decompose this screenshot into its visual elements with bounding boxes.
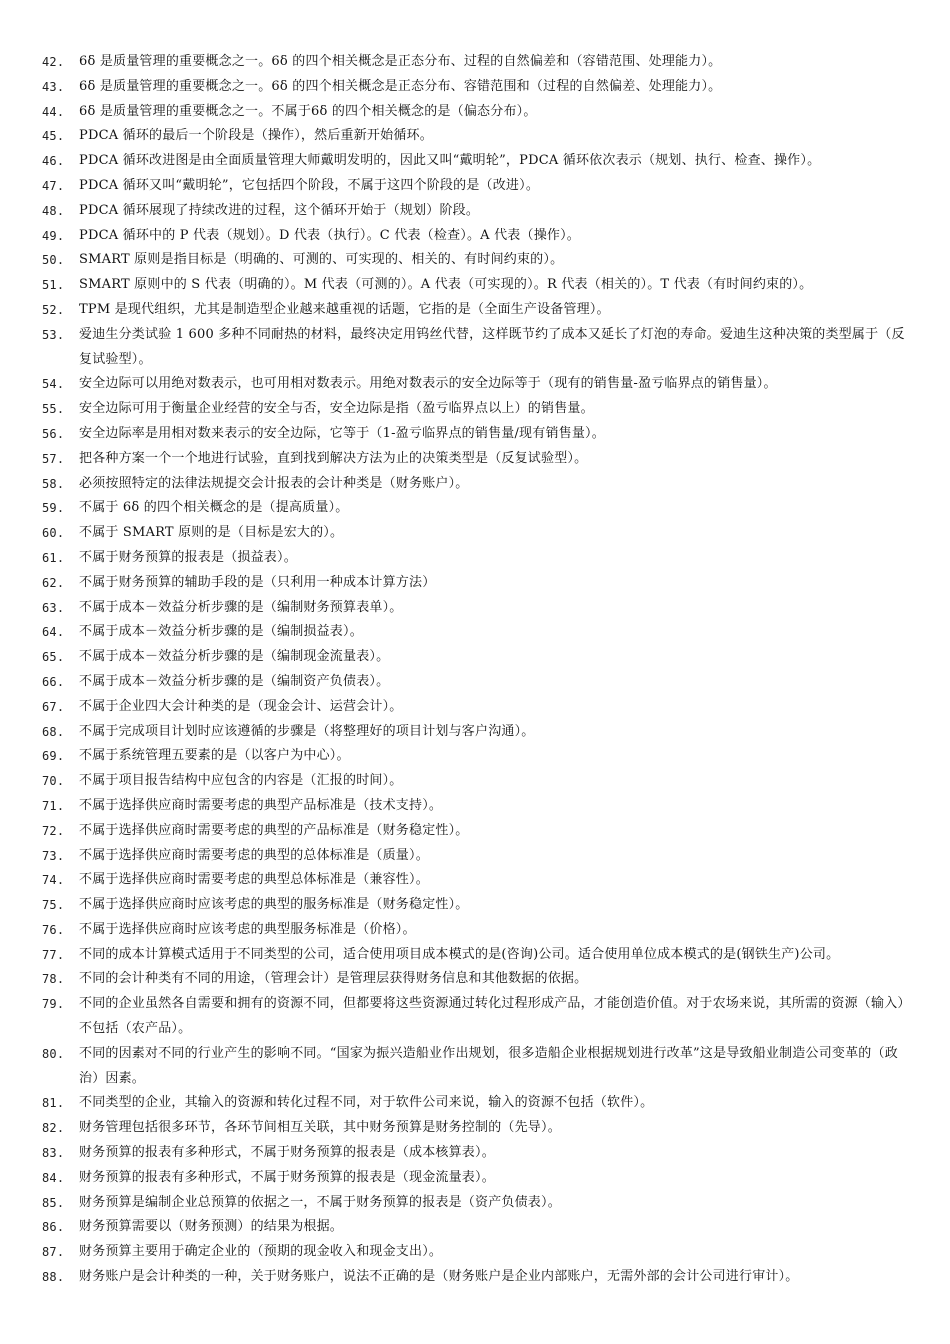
item-number: 83. xyxy=(42,1146,65,1161)
list-item xyxy=(42,472,908,497)
list-item xyxy=(42,323,908,373)
item-text: 不属于成本－效益分析步骤的是（编制现金流量表）。 xyxy=(79,649,390,665)
list-item xyxy=(42,397,908,422)
list-item xyxy=(42,1042,908,1092)
item-number: 88. xyxy=(42,1270,65,1285)
item-number: 59. xyxy=(42,501,65,516)
item-number: 53. xyxy=(42,327,65,342)
item-text: 安全边际可用于衡量企业经营的安全与否，安全边际是指（盈亏临界点以上）的销售量。 xyxy=(79,401,594,417)
item-text: 财务账户是会计种类的一种，关于财务账户，说法不正确的是（财务账户是企业内部账户，无需外部的会计公司进行审计）。 xyxy=(79,1269,799,1285)
item-number: 72. xyxy=(42,823,65,838)
item-text: 财务管理包括很多环节，各环节间相互关联，其中财务预算是财务控制的（先导）。 xyxy=(79,1120,561,1136)
item-text: 6δ 是质量管理的重要概念之一。6δ 的四个相关概念是正态分布、过程的自然偏差和（容错范围、处理能力）。 xyxy=(79,54,722,69)
item-number: 54. xyxy=(42,377,65,392)
item-text: 不属于项目报告结构中应包含的内容是（汇报的时间）。 xyxy=(79,773,403,789)
item-text: 财务预算的报表有多种形式，不属于财务预算的报表是（成本核算表）。 xyxy=(79,1145,495,1161)
item-number: 56. xyxy=(42,426,65,441)
list-item xyxy=(42,819,908,844)
list-item xyxy=(42,794,908,819)
item-number: 82. xyxy=(42,1121,65,1136)
list-item xyxy=(42,447,908,472)
item-number: 73. xyxy=(42,848,65,863)
item-number: 77. xyxy=(42,947,65,962)
item-text: 必须按照特定的法律法规提交会计报表的会计种类是（财务账户）。 xyxy=(79,475,469,491)
item-number: 76. xyxy=(42,922,65,937)
item-number: 64. xyxy=(42,625,65,640)
item-text: PDCA 循环展现了持续改进的过程，这个循环开始于（规划）阶段。 xyxy=(79,202,480,218)
list-item xyxy=(42,670,908,695)
item-number: 61. xyxy=(42,550,65,565)
item-text: 爱迪生分类试验 1 600 多种不同耐热的材料，最终决定用钨丝代替，这样既节约了成本又延长了灯泡的寿命。爱迪生这种决策的类型属于（反复试验型）。 xyxy=(79,326,905,367)
list-item xyxy=(42,75,908,100)
list-item xyxy=(42,174,908,199)
item-text: 不属于选择供应商时需要考虑的典型的产品标准是（财务稳定性）。 xyxy=(79,822,469,838)
item-text: 不属于完成项目计划时应该遵循的步骤是（将整理好的项目计划与客户沟通）。 xyxy=(79,723,535,739)
item-text: 不属于选择供应商时应该考虑的典型服务标准是（价格）。 xyxy=(79,921,416,937)
question-list xyxy=(42,50,908,1290)
item-number: 70. xyxy=(42,774,65,789)
list-item xyxy=(42,273,908,298)
item-text: 财务预算的报表有多种形式，不属于财务预算的报表是（现金流量表）。 xyxy=(79,1169,495,1185)
item-number: 44. xyxy=(42,104,65,119)
item-text: 安全边际可以用绝对数表示，也可用相对数表示。用绝对数表示的安全边际等于（现有的销售量-盈亏临界点的销售量）。 xyxy=(79,376,777,392)
list-item xyxy=(42,596,908,621)
item-text: 不属于企业四大会计种类的是（现金会计、运营会计）。 xyxy=(79,698,403,714)
item-text: 财务预算主要用于确定企业的（预期的现金收入和现金支出）。 xyxy=(79,1244,443,1260)
list-item xyxy=(42,199,908,224)
item-number: 84. xyxy=(42,1170,65,1185)
item-number: 86. xyxy=(42,1220,65,1235)
item-number: 47. xyxy=(42,178,65,193)
item-number: 62. xyxy=(42,575,65,590)
item-text: 不属于成本－效益分析步骤的是（编制损益表）。 xyxy=(79,624,363,640)
item-text: 不属于 SMART 原则的是（目标是宏大的）。 xyxy=(79,525,344,541)
item-number: 66. xyxy=(42,674,65,689)
list-item xyxy=(42,1191,908,1216)
list-item xyxy=(42,248,908,273)
item-number: 46. xyxy=(42,154,65,169)
list-item xyxy=(42,1091,908,1116)
list-item xyxy=(42,943,908,968)
list-item xyxy=(42,744,908,769)
item-number: 42. xyxy=(42,55,65,69)
item-number: 55. xyxy=(42,402,65,417)
item-text: 不同类型的企业，其输入的资源和转化过程不同，对于软件公司来说，输入的资源不包括（软件）。 xyxy=(79,1095,654,1111)
item-number: 69. xyxy=(42,749,65,764)
item-number: 51. xyxy=(42,278,65,293)
list-item xyxy=(42,918,908,943)
list-item xyxy=(42,1141,908,1166)
list-item xyxy=(42,695,908,720)
list-item xyxy=(42,720,908,745)
item-number: 75. xyxy=(42,898,65,913)
item-text: 不同的成本计算模式适用于不同类型的公司，适合使用项目成本模式的是(咨询)公司。适合使用单位成本模式的是(钢铁生产)公司。 xyxy=(79,946,840,962)
list-item xyxy=(42,967,908,992)
item-text: 不属于系统管理五要素的是（以客户为中心）。 xyxy=(79,748,350,764)
list-item xyxy=(42,1215,908,1240)
item-number: 52. xyxy=(42,302,65,317)
item-number: 50. xyxy=(42,253,65,268)
item-text: PDCA 循环中的 P 代表（规划）。D 代表（执行）。C 代表（检查）。A 代表（操作）。 xyxy=(79,227,581,243)
item-text: 不同的会计种类有不同的用途，（管理会计）是管理层获得财务信息和其他数据的依据。 xyxy=(79,971,588,987)
item-text: 不属于成本－效益分析步骤的是（编制资产负债表）。 xyxy=(79,673,390,689)
list-item xyxy=(42,571,908,596)
list-item xyxy=(42,992,908,1042)
item-text: 财务预算是编制企业总预算的依据之一，不属于财务预算的报表是（资产负债表）。 xyxy=(79,1194,561,1210)
item-text: 不属于成本－效益分析步骤的是（编制财务预算表单）。 xyxy=(79,599,403,615)
list-item xyxy=(42,224,908,249)
item-number: 65. xyxy=(42,650,65,665)
list-item xyxy=(42,1265,908,1290)
item-text: 不属于 6δ 的四个相关概念的是（提高质量）。 xyxy=(79,500,349,516)
item-text: 把各种方案一个一个地进行试验，直到找到解决方法为止的决策类型是（反复试验型）。 xyxy=(79,450,588,466)
item-number: 43. xyxy=(42,79,65,94)
list-item xyxy=(42,620,908,645)
item-number: 81. xyxy=(42,1096,65,1111)
item-text: 6δ 是质量管理的重要概念之一。不属于6δ 的四个相关概念的是（偏态分布）。 xyxy=(79,103,537,119)
list-item xyxy=(42,893,908,918)
list-item xyxy=(42,1240,908,1265)
list-item xyxy=(42,546,908,571)
item-number: 60. xyxy=(42,526,65,541)
item-number: 71. xyxy=(42,798,65,813)
item-number: 87. xyxy=(42,1245,65,1260)
item-number: 79. xyxy=(42,997,65,1012)
item-text: 不属于财务预算的报表是（损益表）。 xyxy=(79,549,297,565)
item-text: PDCA 循环的最后一个阶段是（操作），然后重新开始循环。 xyxy=(79,128,433,144)
item-text: TPM 是现代组织，尤其是制造型企业越来越重视的话题，它指的是（全面生产设备管理）。 xyxy=(79,301,610,317)
item-text: SMART 原则是指目标是（明确的、可测的、可实现的、相关的、有时间约束的）。 xyxy=(79,252,564,268)
list-item xyxy=(42,50,908,75)
item-number: 74. xyxy=(42,873,65,888)
item-number: 48. xyxy=(42,203,65,218)
item-text: PDCA 循环改进图是由全面质量管理大师戴明发明的，因此又叫“戴明轮”，PDCA 循环依次表示（规划、执行、检查、操作）。 xyxy=(79,153,821,169)
list-item xyxy=(42,496,908,521)
list-item xyxy=(42,1166,908,1191)
item-number: 80. xyxy=(42,1046,65,1061)
item-text: 不同的因素对不同的行业产生的影响不同。“国家为振兴造船业作出规划，很多造船企业根据规划进行改革”这是导致船业制造公司变革的（政治）因素。 xyxy=(79,1045,898,1086)
item-text: 财务预算需要以（财务预测）的结果为根据。 xyxy=(79,1219,344,1235)
item-text: 安全边际率是用相对数来表示的安全边际，它等于（1-盈亏临界点的销售量/现有销售量）。 xyxy=(79,425,605,441)
list-item xyxy=(42,868,908,893)
list-item xyxy=(42,100,908,125)
list-item xyxy=(42,372,908,397)
item-number: 57. xyxy=(42,451,65,466)
item-text: 不同的企业虽然各自需要和拥有的资源不同，但都要将这些资源通过转化过程形成产品，才能创造价值。对于农场来说，其所需的资源（输入）不包括（农产品）。 xyxy=(79,996,905,1037)
item-text: 不属于选择供应商时需要考虑的典型的总体标准是（质量）。 xyxy=(79,847,429,863)
item-number: 63. xyxy=(42,600,65,615)
item-number: 58. xyxy=(42,476,65,491)
list-item xyxy=(42,769,908,794)
item-number: 45. xyxy=(42,129,65,144)
list-item xyxy=(42,521,908,546)
item-number: 49. xyxy=(42,228,65,243)
list-item xyxy=(42,298,908,323)
list-item xyxy=(42,124,908,149)
list-item xyxy=(42,422,908,447)
item-text: PDCA 循环又叫“戴明轮”，它包括四个阶段，不属于这四个阶段的是（改进）。 xyxy=(79,177,540,193)
item-number: 67. xyxy=(42,699,65,714)
item-text: 不属于财务预算的辅助手段的是（只利用一种成本计算方法） xyxy=(79,574,436,590)
list-item xyxy=(42,1116,908,1141)
item-text: 6δ 是质量管理的重要概念之一。6δ 的四个相关概念是正态分布、容错范围和（过程的自然偏差、处理能力）。 xyxy=(79,78,722,94)
item-text: 不属于选择供应商时需要考虑的典型产品标准是（技术支持）。 xyxy=(79,797,443,813)
item-text: SMART 原则中的 S 代表（明确的）。M 代表（可测的）。A 代表（可实现的）。R 代表（相关的）。T 代表（有时间约束的）。 xyxy=(79,277,813,293)
list-item xyxy=(42,844,908,869)
list-item xyxy=(42,149,908,174)
item-text: 不属于选择供应商时应该考虑的典型的服务标准是（财务稳定性）。 xyxy=(79,897,469,913)
item-text: 不属于选择供应商时需要考虑的典型总体标准是（兼容性）。 xyxy=(79,872,429,888)
list-item xyxy=(42,645,908,670)
item-number: 85. xyxy=(42,1195,65,1210)
item-number: 78. xyxy=(42,972,65,987)
item-number: 68. xyxy=(42,724,65,739)
